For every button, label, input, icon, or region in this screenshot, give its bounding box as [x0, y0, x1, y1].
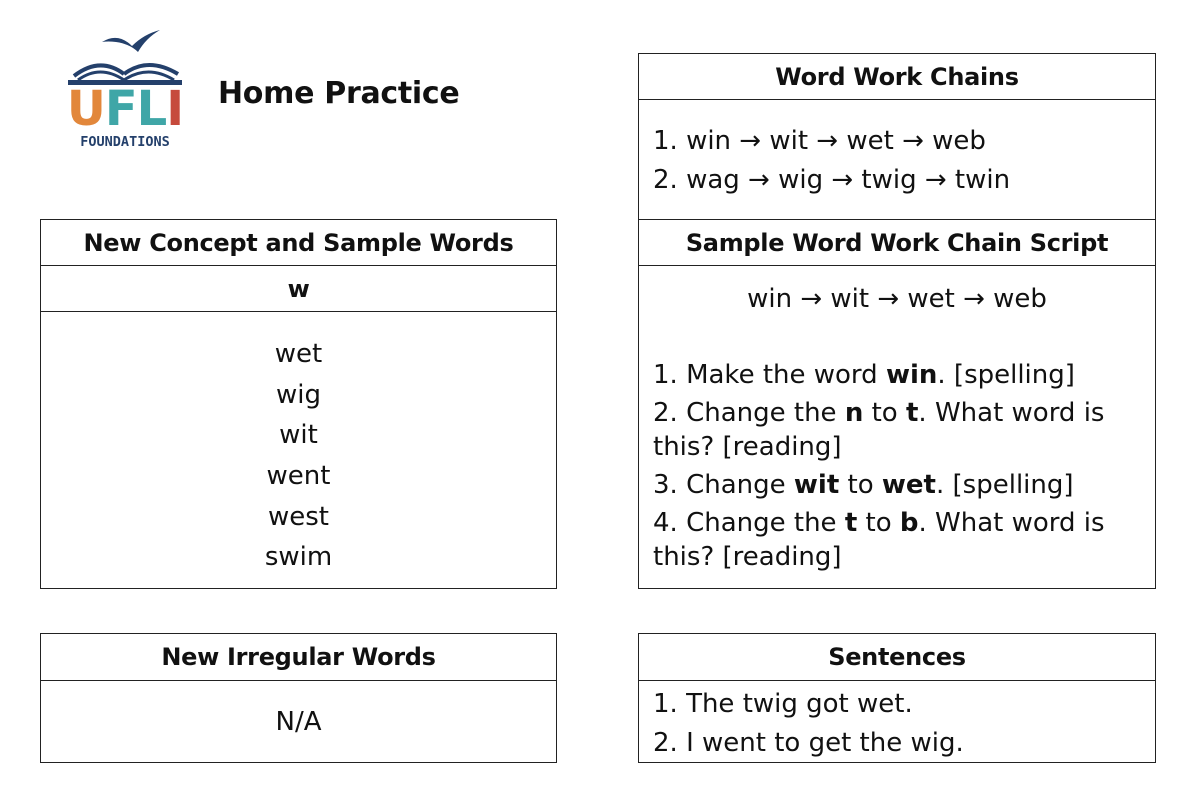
step-text: 2. Change the: [653, 398, 845, 428]
logo-letter-f: F: [104, 81, 137, 137]
logo-letter-u: U: [66, 81, 105, 137]
ufli-foundations-logo: [60, 28, 190, 158]
step-text: 4. Change the: [653, 508, 845, 538]
sentences-title: Sentences: [639, 634, 1155, 681]
step-bold-text: wit: [793, 470, 840, 500]
sample-word: swim: [264, 542, 333, 573]
logo-letter-i: I: [166, 81, 184, 137]
step-bold-text: b: [899, 508, 919, 538]
concept-letter: w: [41, 266, 556, 312]
sample-word-list: [41, 312, 556, 578]
new-concept-title: New Concept and Sample Words: [41, 220, 556, 266]
sample-word: wig: [276, 379, 321, 410]
step-bold-text: wet: [881, 470, 936, 500]
word-work-chains-panel: [638, 53, 1156, 220]
chain-list: [639, 100, 1155, 200]
sample-word: wit: [279, 420, 318, 451]
step-text: to: [857, 508, 900, 538]
irregular-words-value: N/A: [275, 707, 322, 737]
logo-subtitle: FOUNDATIONS: [80, 134, 170, 150]
script-step: [653, 506, 1143, 574]
step-bold-text: t: [844, 508, 858, 538]
script-step: [653, 358, 1143, 392]
step-bold-text: win: [885, 360, 938, 390]
sentence-item: 2. I went to get the wig.: [653, 728, 964, 758]
sample-script-panel: [638, 219, 1156, 589]
chain-item: 2. wag → wig → twig → twin: [653, 165, 1011, 195]
sentence-item: 1. The twig got wet.: [653, 689, 913, 719]
step-text: to: [863, 398, 906, 428]
step-text: . What word is this? [reading]: [653, 508, 1105, 572]
step-bold-text: t: [905, 398, 919, 428]
script-step: [653, 396, 1143, 464]
page-title: Home Practice: [218, 76, 460, 111]
step-text: . [spelling]: [936, 470, 1074, 500]
script-step: [653, 468, 1143, 502]
sample-word: went: [266, 461, 331, 492]
step-text: 3. Change: [653, 470, 794, 500]
step-text: 1. Make the word: [653, 360, 886, 390]
word-work-chains-title: Word Work Chains: [639, 54, 1155, 100]
sample-word: west: [267, 501, 329, 532]
step-bold-text: n: [844, 398, 864, 428]
sentences-panel: [638, 633, 1156, 763]
step-text: . What word is this? [reading]: [653, 398, 1105, 462]
sample-word: wet: [274, 339, 323, 369]
step-text: . [spelling]: [937, 360, 1075, 390]
new-concept-panel: [40, 219, 557, 589]
logo-letter-l: L: [136, 81, 167, 137]
irregular-words-panel: [40, 633, 557, 763]
chain-item: 1. win → wit → wet → web: [653, 126, 986, 156]
sample-script-title: Sample Word Work Chain Script: [639, 220, 1155, 266]
step-text: to: [839, 470, 882, 500]
bird-book-icon: [60, 28, 190, 88]
script-chain: win → wit → wet → web: [747, 284, 1047, 314]
sentence-list: [639, 681, 1155, 763]
logo-letters: [66, 82, 184, 136]
script-steps: [639, 314, 1155, 574]
irregular-words-title: New Irregular Words: [41, 634, 556, 681]
